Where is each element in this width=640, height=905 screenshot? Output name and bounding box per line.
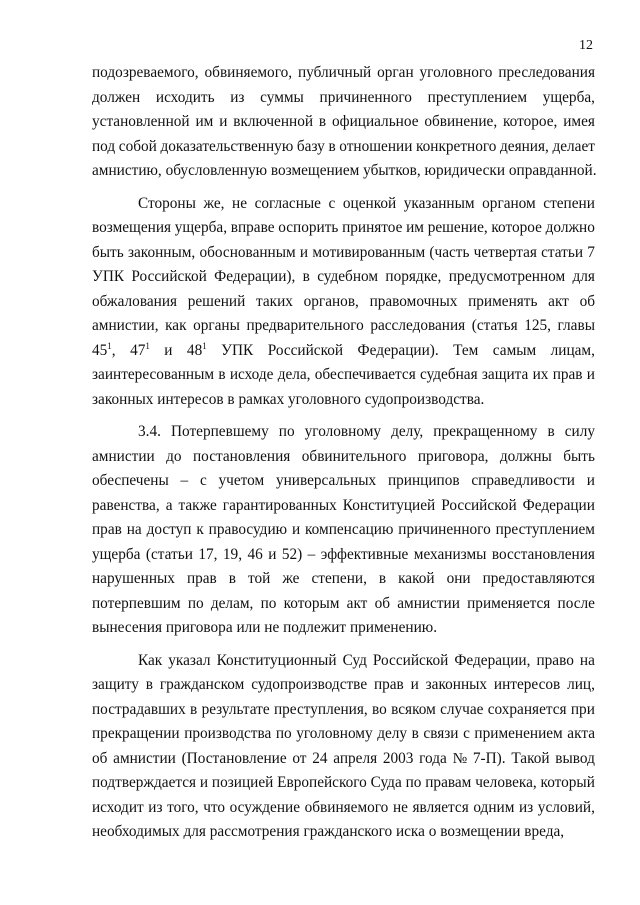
text-line: Стороны же, не согласные с оценкой указанным органом степени — [138, 194, 595, 212]
text-line: должен исходить из суммы причиненного преступлением ущерба, — [92, 88, 595, 106]
text-line: обжалования решений таких органов, правомочных применять акт об — [92, 292, 595, 310]
text-line: амнистии, как органы предварительного расследования (статья 125, главы — [92, 317, 595, 334]
paragraph-gap — [92, 641, 595, 649]
text-line: прав на доступ к правосудию и компенсацию причиненного преступлением — [92, 521, 595, 538]
text-line: под собой доказательственную базу в отношении конкретного деяния, делает — [92, 137, 595, 155]
text-line: прекращении производства по уголовному делу в связи с применением акта — [92, 725, 595, 742]
text-line: амнистию, обусловленную возмещением убытков, юридически оправданной. — [92, 162, 597, 179]
text-line: вынесения приговора или не подлежит применению. — [92, 619, 438, 636]
paragraph — [92, 420, 595, 641]
text-line: заинтересованным в исходе дела, обеспечивается судебная защита их прав и — [92, 366, 595, 383]
text-line: установленной им и включенной в официальное обвинение, которое, имея — [92, 113, 595, 130]
text-line: необходимых для рассмотрения гражданского иска о возмещении вреда, — [92, 823, 565, 840]
text-line: равенства, а также гарантированных Конституцией Российской Федерации — [92, 496, 595, 514]
text-line: подозреваемого, обвиняемого, публичный орган уголовного преследования — [92, 64, 595, 81]
text-line: исходит из того, что осуждение обвиняемого не является одним из условий, — [92, 798, 595, 816]
text-line: обеспечены – с учетом универсальных принципов справедливости и — [92, 472, 595, 489]
paragraph — [92, 192, 595, 413]
text-line: об амнистии (Постановление от 24 апреля 2003 года № 7-П). Такой вывод — [92, 749, 595, 767]
text-line: нарушенных прав в той же степени, в какой они предоставляются — [92, 570, 595, 587]
paragraph — [92, 649, 595, 845]
text-line: амнистии до постановления обвинительного приговора, должны быть — [92, 447, 595, 465]
text-line: $45^1$, $47^1$ и $48^1$ УПК Российской Федерации). Тем самым лицам, — [92, 340, 595, 359]
text-line: законных интересов в рамках уголовного судопроизводства. — [92, 390, 485, 408]
paragraph-gap — [92, 412, 595, 420]
text-line: подтверждается и позицией Европейского Суда по правам человека, который — [92, 774, 595, 791]
page-number: 12 — [579, 38, 593, 53]
text-line: Как указал Конституционный Суд Российской Федерации, право на — [138, 651, 595, 669]
text-line: 3.4. Потерпевшему по уголовному делу, прекращенному в силу — [138, 423, 595, 440]
paragraph — [92, 61, 595, 184]
text-line: быть законным, обоснованным и мотивированным (часть четвертая статьи 7 — [92, 243, 595, 261]
text-line: возмещения ущерба, вправе оспорить принятое им решение, которое должно — [92, 219, 595, 236]
text-line: пострадавших в результате преступления, во всяком случае сохраняется при — [92, 700, 595, 718]
text-line: УПК Российской Федерации), в судебном порядке, предусмотренном для — [92, 268, 595, 285]
text-line: защиту в гражданском судопроизводстве прав и законных интересов лиц, — [92, 676, 595, 693]
text-line: потерпевшим по делам, по которым акт об амнистии применяется после — [92, 594, 595, 612]
paragraph-gap — [92, 184, 595, 192]
document-body — [92, 61, 595, 845]
text-line: ущерба (статьи 17, 19, 46 и 52) – эффективные механизмы восстановления — [92, 545, 595, 563]
